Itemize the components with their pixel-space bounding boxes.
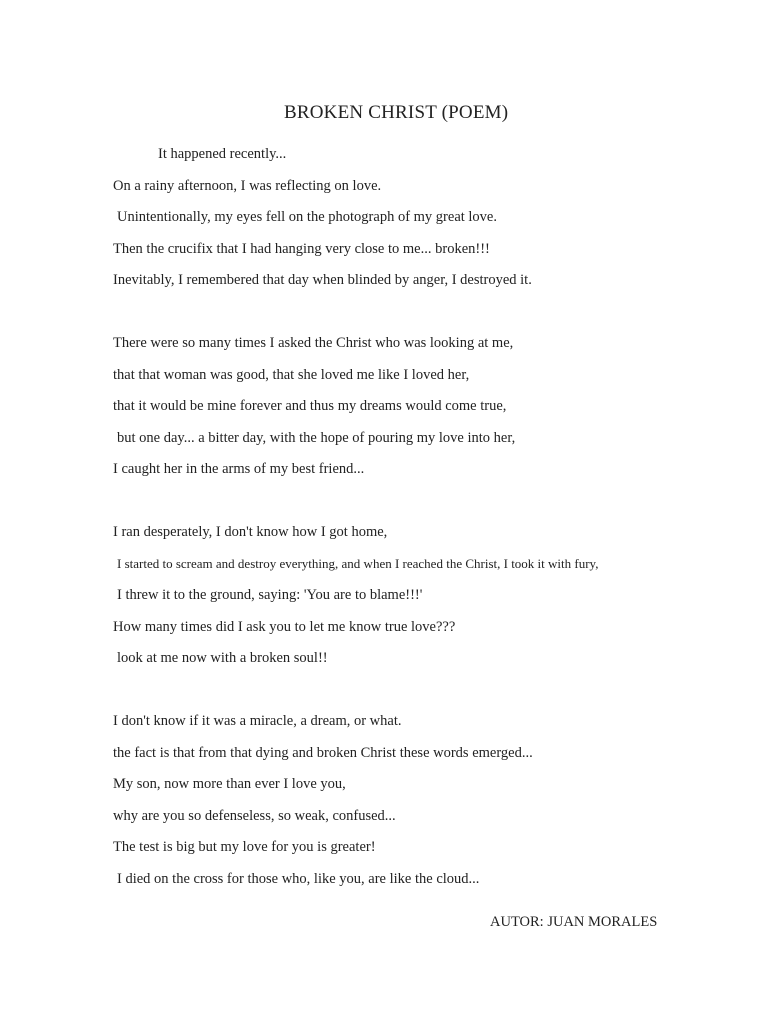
poem-line: that it would be mine forever and thus my dreams would come true, bbox=[113, 398, 507, 414]
poem-line: why are you so defenseless, so weak, confused... bbox=[113, 808, 396, 824]
poem-line: I died on the cross for those who, like you, are like the cloud... bbox=[117, 871, 480, 887]
poem-line: I caught her in the arms of my best friend... bbox=[113, 461, 365, 477]
poem-line: On a rainy afternoon, I was reflecting on love. bbox=[113, 178, 382, 194]
poem-line: How many times did I ask you to let me know true love??? bbox=[113, 619, 456, 635]
poem-line: The test is big but my love for you is greater! bbox=[113, 839, 376, 855]
poem-line: There were so many times I asked the Christ who was looking at me, bbox=[113, 335, 514, 351]
poem-line: I started to scream and destroy everything, and when I reached the Christ, I took it with fury, bbox=[117, 556, 599, 571]
poem-line: but one day... a bitter day, with the hope of pouring my love into her, bbox=[117, 430, 516, 446]
poem-line: It happened recently... bbox=[158, 146, 287, 162]
poem-line: Then the crucifix that I had hanging very close to me... broken!!! bbox=[113, 241, 490, 257]
poem-line: My son, now more than ever I love you, bbox=[113, 776, 346, 792]
poem-line: I threw it to the ground, saying: 'You are to blame!!!' bbox=[117, 587, 423, 603]
poem-line: that that woman was good, that she loved me like I loved her, bbox=[113, 367, 470, 383]
poem-line: Inevitably, I remembered that day when blinded by anger, I destroyed it. bbox=[113, 272, 532, 288]
poem-line: I don't know if it was a miracle, a dream, or what. bbox=[113, 713, 402, 729]
poem-line: look at me now with a broken soul!! bbox=[117, 650, 328, 666]
poem-line: the fact is that from that dying and broken Christ these words emerged... bbox=[113, 745, 533, 761]
poem-title: BROKEN CHRIST (POEM) bbox=[284, 102, 509, 123]
poem-line: Unintentionally, my eyes fell on the photograph of my great love. bbox=[117, 209, 497, 225]
poem-line: I ran desperately, I don't know how I got home, bbox=[113, 524, 388, 540]
author-signature: AUTOR: JUAN MORALES bbox=[490, 914, 658, 930]
